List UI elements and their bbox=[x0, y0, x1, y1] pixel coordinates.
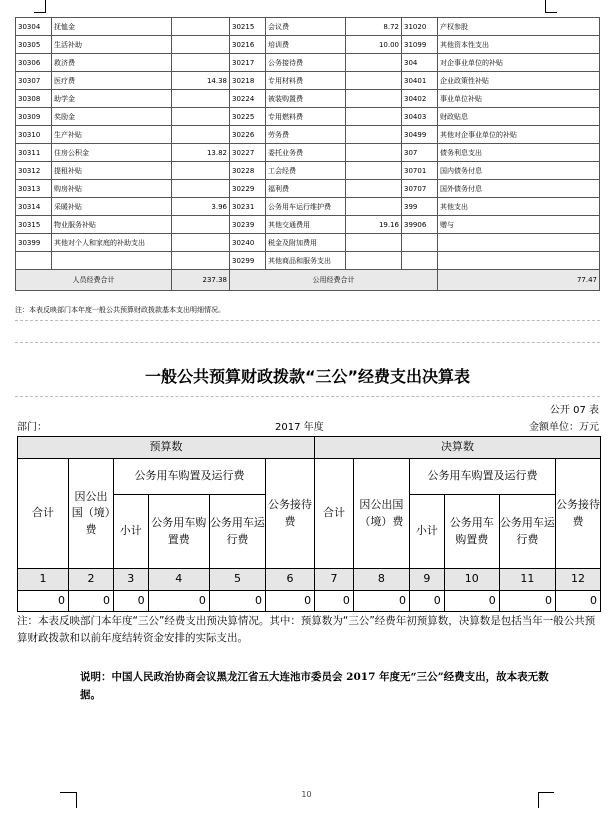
table-cell: 专用材料费 bbox=[266, 72, 346, 90]
col-car-operation-final: 公务用车运行费 bbox=[499, 495, 555, 569]
table-row bbox=[16, 162, 600, 180]
public-total-label: 公用经费合计 bbox=[230, 270, 438, 291]
table-cell: 30227 bbox=[230, 144, 266, 162]
page-title: 一般公共预算财政拨款“三公”经费支出决算表 bbox=[144, 367, 471, 386]
table-cell: 生产补贴 bbox=[52, 126, 172, 144]
table-row bbox=[16, 252, 600, 270]
column-number: 4 bbox=[148, 569, 209, 591]
table-cell: 30224 bbox=[230, 90, 266, 108]
table-cell: 30707 bbox=[402, 180, 438, 198]
separator-line bbox=[15, 320, 600, 321]
detail-table-note: 注：本表反映部门本年度一般公共预算财政拨款基本支出明细情况。 bbox=[15, 306, 225, 314]
column-number: 3 bbox=[113, 569, 148, 591]
col-total-budget: 合计 bbox=[18, 459, 69, 569]
column-number: 10 bbox=[444, 569, 499, 591]
table-cell: 劳务费 bbox=[266, 126, 346, 144]
table-cell bbox=[172, 54, 230, 72]
col-total-final: 合计 bbox=[315, 459, 354, 569]
table-cell: 30315 bbox=[16, 216, 52, 234]
table-cell: 30402 bbox=[402, 90, 438, 108]
table-cell: 399 bbox=[402, 198, 438, 216]
table-cell: 其他交通费用 bbox=[266, 216, 346, 234]
table-cell bbox=[172, 216, 230, 234]
table-cell: 国外债务付息 bbox=[438, 180, 600, 198]
col-car-operation-budget: 公务用车运行费 bbox=[209, 495, 265, 569]
table-cell bbox=[346, 54, 402, 72]
col-subtotal-final: 小计 bbox=[409, 495, 444, 569]
table-cell bbox=[172, 252, 230, 270]
budget-header: 预算数 bbox=[18, 437, 315, 459]
value-cell: 0 bbox=[444, 591, 499, 612]
crop-mark bbox=[545, 12, 557, 13]
table-cell: 304 bbox=[402, 54, 438, 72]
table-cell bbox=[402, 234, 438, 252]
table-cell: 委托业务费 bbox=[266, 144, 346, 162]
table-row bbox=[16, 234, 600, 252]
table-cell bbox=[346, 162, 402, 180]
table-row bbox=[16, 198, 600, 216]
table-cell: 30308 bbox=[16, 90, 52, 108]
table-cell: 其他支出 bbox=[438, 198, 600, 216]
table-row bbox=[16, 54, 600, 72]
sangong-table bbox=[17, 436, 601, 612]
table-cell: 产权参股 bbox=[438, 18, 600, 36]
col-reception-budget: 公务接待费 bbox=[266, 459, 315, 569]
table-cell: 物业服务补贴 bbox=[52, 216, 172, 234]
value-cell: 0 bbox=[315, 591, 354, 612]
value-cell: 0 bbox=[409, 591, 444, 612]
value-cell: 0 bbox=[555, 591, 600, 612]
table-cell: 采暖补贴 bbox=[52, 198, 172, 216]
value-row bbox=[18, 591, 601, 612]
year-label: 2017 年度 bbox=[275, 422, 324, 433]
column-number: 5 bbox=[209, 569, 265, 591]
table-cell: 其他资本性支出 bbox=[438, 36, 600, 54]
col-car-purchase-final: 公务用车购置费 bbox=[444, 495, 499, 569]
form-number: 公开 07 表 bbox=[549, 405, 599, 416]
value-cell: 0 bbox=[148, 591, 209, 612]
table-cell: 30226 bbox=[230, 126, 266, 144]
table-cell: 307 bbox=[402, 144, 438, 162]
table-cell: 事业单位补贴 bbox=[438, 90, 600, 108]
table-cell: 福利费 bbox=[266, 180, 346, 198]
value-cell: 0 bbox=[18, 591, 69, 612]
value-cell: 0 bbox=[113, 591, 148, 612]
crop-mark bbox=[34, 12, 46, 13]
table-cell: 生活补助 bbox=[52, 36, 172, 54]
column-number: 12 bbox=[555, 569, 600, 591]
table-cell: 30314 bbox=[16, 198, 52, 216]
table-cell: 其他对个人和家庭的补助支出 bbox=[52, 234, 172, 252]
table-cell: 30499 bbox=[402, 126, 438, 144]
table-cell: 13.82 bbox=[172, 144, 230, 162]
table-row bbox=[16, 18, 600, 36]
table-cell: 30305 bbox=[16, 36, 52, 54]
table-cell: 8.72 bbox=[346, 18, 402, 36]
personnel-total-label: 人员经费合计 bbox=[16, 270, 172, 291]
column-number: 11 bbox=[499, 569, 555, 591]
value-cell: 0 bbox=[266, 591, 315, 612]
table-cell bbox=[438, 234, 600, 252]
table-cell: 税金及附加费用 bbox=[266, 234, 346, 252]
public-total-value: 77.47 bbox=[438, 270, 600, 291]
value-cell: 0 bbox=[209, 591, 265, 612]
crop-mark bbox=[45, 0, 46, 12]
column-number: 8 bbox=[353, 569, 409, 591]
table-cell: 30313 bbox=[16, 180, 52, 198]
table-cell: 30401 bbox=[402, 72, 438, 90]
expenditure-detail-table bbox=[15, 17, 600, 291]
column-number: 1 bbox=[18, 569, 69, 591]
table-cell: 住房公积金 bbox=[52, 144, 172, 162]
table-cell: 30312 bbox=[16, 162, 52, 180]
table-cell: 被装购置费 bbox=[266, 90, 346, 108]
value-cell: 0 bbox=[499, 591, 555, 612]
table-cell: 购房补贴 bbox=[52, 180, 172, 198]
table-cell bbox=[346, 180, 402, 198]
table-cell bbox=[52, 252, 172, 270]
col-subtotal-budget: 小计 bbox=[113, 495, 148, 569]
table-row bbox=[16, 144, 600, 162]
table-cell: 30240 bbox=[230, 234, 266, 252]
table-cell: 助学金 bbox=[52, 90, 172, 108]
table-cell bbox=[172, 18, 230, 36]
table-cell: 30311 bbox=[16, 144, 52, 162]
table-cell: 医疗费 bbox=[52, 72, 172, 90]
table-cell: 企业政策性补贴 bbox=[438, 72, 600, 90]
table-row bbox=[16, 180, 600, 198]
column-number: 7 bbox=[315, 569, 354, 591]
personnel-total-value: 237.38 bbox=[172, 270, 230, 291]
table-cell: 30229 bbox=[230, 180, 266, 198]
table-cell: 债务利息支出 bbox=[438, 144, 600, 162]
col-car-group-budget: 公务用车购置及运行费 bbox=[113, 459, 265, 495]
table-cell bbox=[346, 198, 402, 216]
final-header: 决算数 bbox=[315, 437, 601, 459]
table-cell: 对企事业单位的补贴 bbox=[438, 54, 600, 72]
table-cell: 专用燃料费 bbox=[266, 108, 346, 126]
col-abroad-budget: 因公出国（境）费 bbox=[69, 459, 114, 569]
table-cell: 公务接待费 bbox=[266, 54, 346, 72]
table-cell bbox=[346, 72, 402, 90]
info-row bbox=[17, 418, 599, 434]
table-cell: 救济费 bbox=[52, 54, 172, 72]
col-reception-final: 公务接待费 bbox=[555, 459, 600, 569]
table-cell bbox=[346, 108, 402, 126]
table-cell bbox=[346, 90, 402, 108]
table-cell: 抚恤金 bbox=[52, 18, 172, 36]
table-cell: 赠与 bbox=[438, 216, 600, 234]
table-row bbox=[16, 36, 600, 54]
page-number: 10 bbox=[301, 790, 312, 799]
table-cell: 30231 bbox=[230, 198, 266, 216]
table-cell: 工会经费 bbox=[266, 162, 346, 180]
table-cell: 31099 bbox=[402, 36, 438, 54]
table-row bbox=[16, 72, 600, 90]
table-cell: 奖励金 bbox=[52, 108, 172, 126]
table-cell bbox=[172, 90, 230, 108]
totals-row bbox=[16, 270, 600, 291]
table-cell bbox=[346, 126, 402, 144]
table-cell: 其他对企事业单位的补贴 bbox=[438, 126, 600, 144]
table-row bbox=[16, 216, 600, 234]
table-cell bbox=[172, 36, 230, 54]
column-number: 9 bbox=[409, 569, 444, 591]
table-cell: 30403 bbox=[402, 108, 438, 126]
table-cell bbox=[16, 252, 52, 270]
table-row bbox=[16, 126, 600, 144]
table-cell bbox=[438, 252, 600, 270]
table-cell: 30215 bbox=[230, 18, 266, 36]
crop-mark bbox=[545, 0, 546, 12]
table-cell: 3.96 bbox=[172, 198, 230, 216]
col-car-purchase-budget: 公务用车购置费 bbox=[148, 495, 209, 569]
table-cell: 10.00 bbox=[346, 36, 402, 54]
table-cell: 30399 bbox=[16, 234, 52, 252]
table-cell: 30217 bbox=[230, 54, 266, 72]
value-cell: 0 bbox=[353, 591, 409, 612]
column-number: 2 bbox=[69, 569, 114, 591]
table-cell: 39906 bbox=[402, 216, 438, 234]
table-row bbox=[16, 90, 600, 108]
table-cell: 培训费 bbox=[266, 36, 346, 54]
table-cell: 30310 bbox=[16, 126, 52, 144]
value-cell: 0 bbox=[69, 591, 114, 612]
table-cell bbox=[346, 144, 402, 162]
table-cell: 30239 bbox=[230, 216, 266, 234]
table-cell: 财政贴息 bbox=[438, 108, 600, 126]
column-number-row bbox=[18, 569, 601, 591]
table-cell: 30218 bbox=[230, 72, 266, 90]
table-cell bbox=[346, 234, 402, 252]
column-number: 6 bbox=[266, 569, 315, 591]
table-cell: 30304 bbox=[16, 18, 52, 36]
sheet-top-border bbox=[15, 342, 600, 343]
table-cell: 14.38 bbox=[172, 72, 230, 90]
table-cell: 30701 bbox=[402, 162, 438, 180]
table-cell: 30225 bbox=[230, 108, 266, 126]
dept-label: 部门： bbox=[17, 422, 47, 433]
explanation-text: 说明：中国人民政治协商会议黑龙江省五大连池市委员会 2017 年度无“三公”经费支出，故本表无数据。 bbox=[80, 671, 549, 701]
table-cell bbox=[172, 234, 230, 252]
table-cell bbox=[172, 180, 230, 198]
table-cell: 30299 bbox=[230, 252, 266, 270]
col-abroad-final: 因公出国（境）费 bbox=[353, 459, 409, 569]
col-car-group-final: 公务用车购置及运行费 bbox=[409, 459, 555, 495]
table-cell: 30307 bbox=[16, 72, 52, 90]
title-divider bbox=[15, 396, 600, 397]
table-cell: 国内债务付息 bbox=[438, 162, 600, 180]
table-cell: 其他商品和服务支出 bbox=[266, 252, 346, 270]
table-cell: 会议费 bbox=[266, 18, 346, 36]
table-cell: 提租补贴 bbox=[52, 162, 172, 180]
table-cell: 31020 bbox=[402, 18, 438, 36]
sangong-note: 注：本表反映部门本年度“三公”经费支出预决算情况。其中：预算数为“三公”经费年初预算数，决算数是包括当年一般公共预算财政拨款和以前年度结转资金安排的实际支出。 bbox=[17, 615, 596, 644]
table-cell bbox=[172, 108, 230, 126]
table-cell: 公务用车运行维护费 bbox=[266, 198, 346, 216]
table-cell: 30216 bbox=[230, 36, 266, 54]
unit-label: 金额单位：万元 bbox=[529, 422, 599, 433]
table-cell: 30228 bbox=[230, 162, 266, 180]
table-cell: 19.16 bbox=[346, 216, 402, 234]
table-cell bbox=[346, 252, 402, 270]
table-cell bbox=[172, 126, 230, 144]
table-cell: 30309 bbox=[16, 108, 52, 126]
table-cell bbox=[402, 252, 438, 270]
table-row bbox=[16, 108, 600, 126]
table-cell: 30306 bbox=[16, 54, 52, 72]
table-cell bbox=[172, 162, 230, 180]
